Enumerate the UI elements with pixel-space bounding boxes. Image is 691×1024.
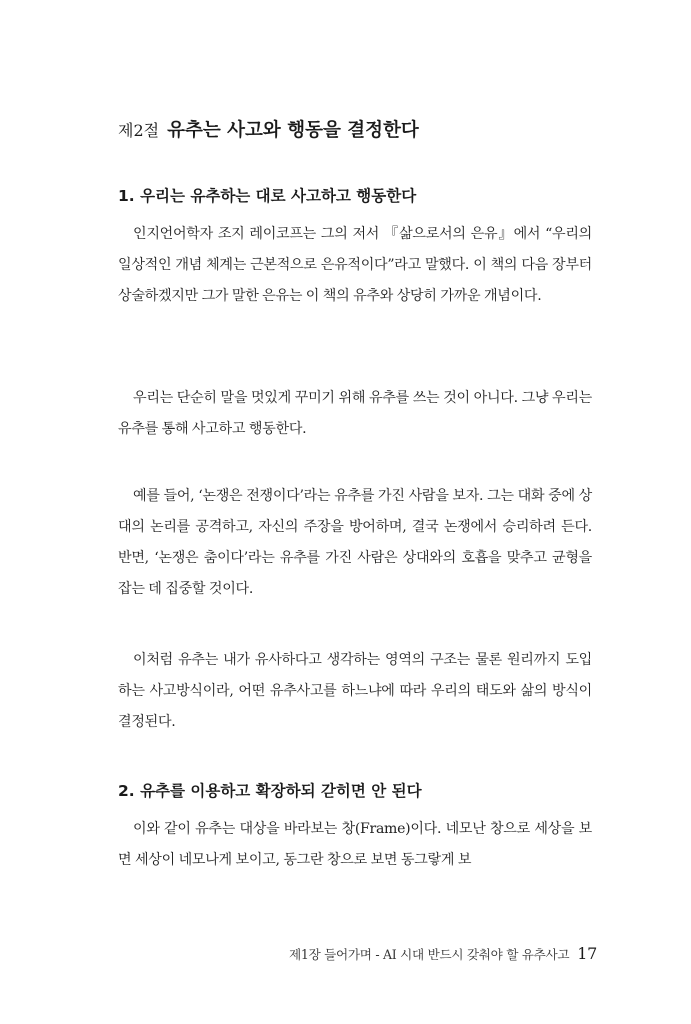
section-title xyxy=(118,116,588,142)
page-footer xyxy=(289,944,597,963)
subsection-heading-1: 1. 우리는 유추하는 대로 사고하고 행동한다 xyxy=(118,187,417,205)
page-number: 17 xyxy=(577,944,597,963)
paragraph: 예를 들어, ‘논쟁은 전쟁이다’라는 유추를 가진 사람을 보자. 그는 대화 중에 상대의 논리를 공격하고, 자신의 주장을 방어하며, 결국 논쟁에서 승리하려 든다. 반면, ‘논쟁은 춤이다’라는 유추를 가진 사람은 상대와의 호흡을 맞추고 균형을 잡는 데 집중할 것이다. xyxy=(118,488,592,597)
paragraph: 이와 같이 유추는 대상을 바라보는 창(Frame)이다. 네모난 창으로 세상을 보면 세상이 네모나게 보이고, 동그란 창으로 보면 동그랗게 보 xyxy=(118,821,592,868)
paragraph: 인지언어학자 조지 레이코프는 그의 저서 『삶으로서의 은유』에서 “우리의 일상적인 개념 체계는 근본적으로 은유적이다”라고 말했다. 이 책의 다음 장부터 상술하겠지만 그가 말한 은유는 이 책의 유추와 상당히 가까운 개념이다. xyxy=(118,226,592,304)
subsection-heading-2: 2. 유추를 이용하고 확장하되 갇히면 안 된다 xyxy=(118,782,422,800)
section-title-text: 유추는 사고와 행동을 결정한다 xyxy=(167,120,419,141)
paragraph: 이처럼 유추는 내가 유사하다고 생각하는 영역의 구조는 물론 원리까지 도입하는 사고방식이라, 어떤 유추사고를 하느냐에 따라 우리의 태도와 삶의 방식이 결정된다. xyxy=(118,652,592,730)
running-title: 제1장 들어가며 - AI 시대 반드시 갖춰야 할 유추사고 xyxy=(289,947,570,962)
paragraph: 우리는 단순히 말을 멋있게 꾸미기 위해 유추를 쓰는 것이 아니다. 그냥 우리는 유추를 통해 사고하고 행동한다. xyxy=(118,390,592,437)
section-label: 제2절 xyxy=(118,121,160,140)
